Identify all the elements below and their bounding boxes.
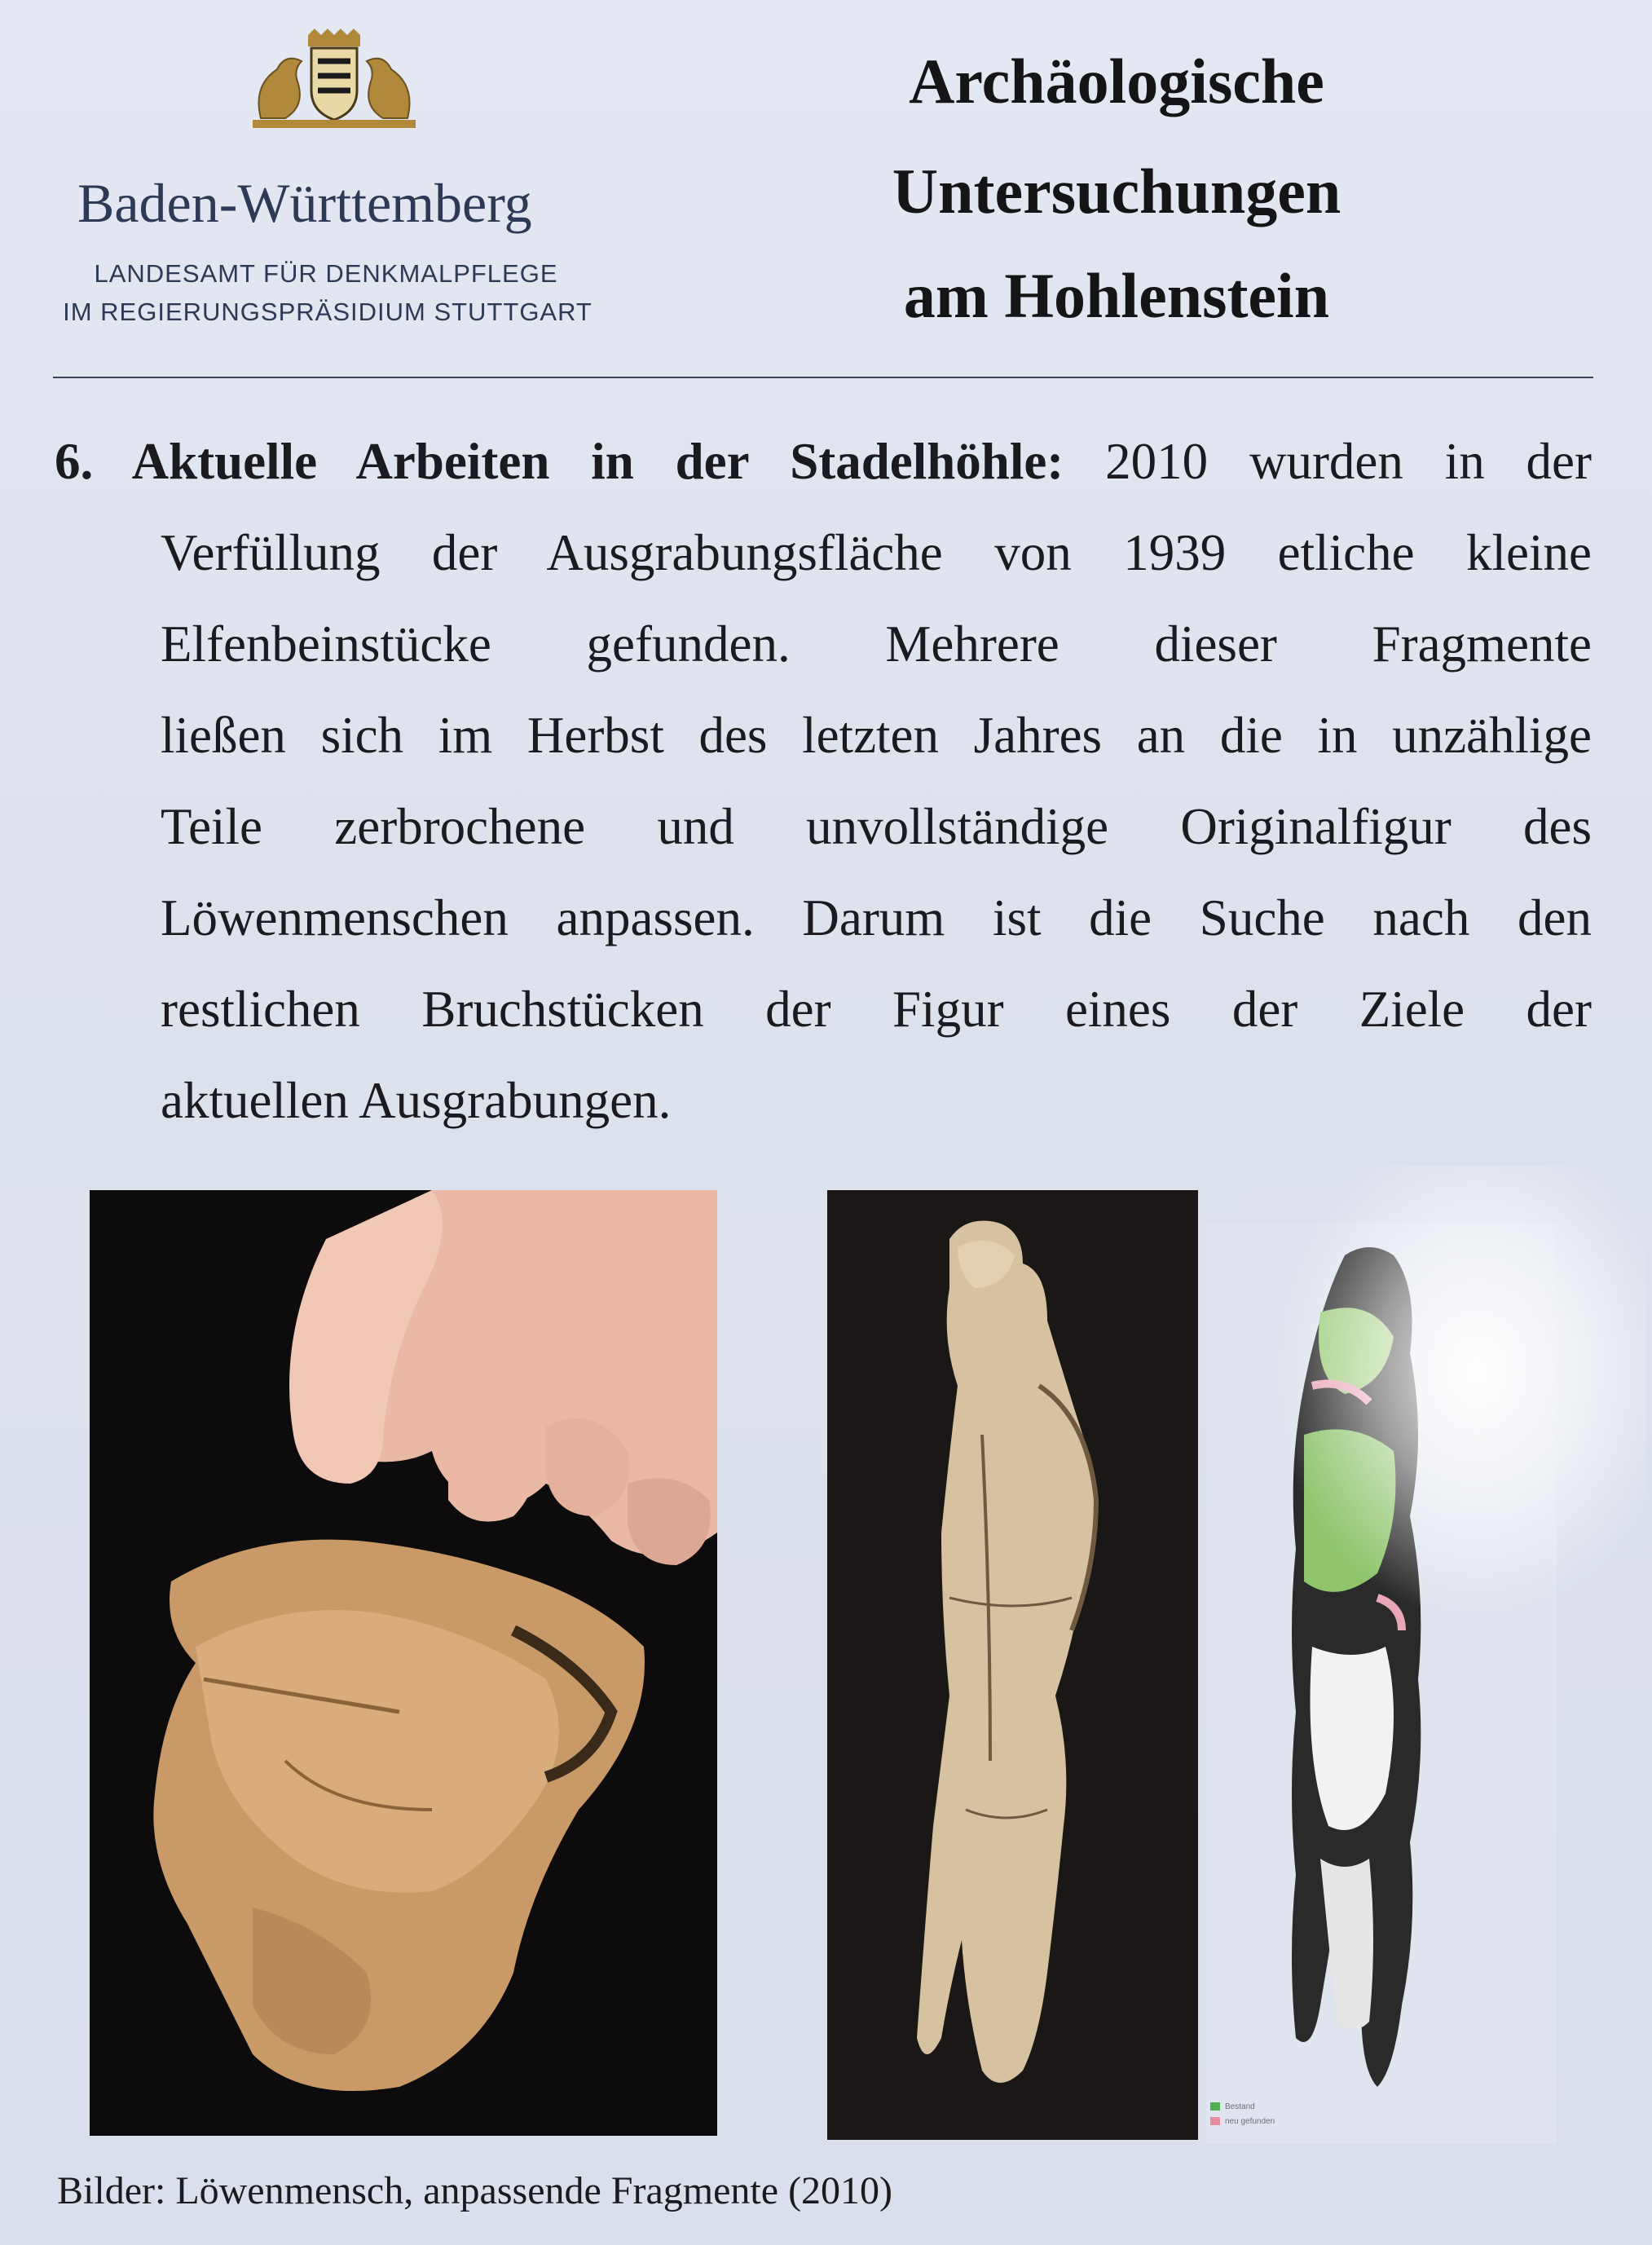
- image-caption: Bilder: Löwenmensch, anpassende Fragmente (2010): [57, 2169, 893, 2212]
- legend-item-existing: [1210, 2099, 1308, 2114]
- section-line-3: Elfenbeinstücke gefunden. Mehrere dieser Fragmente: [161, 615, 1592, 673]
- section-line-2: Verfüllung der Ausgrabungsfläche von 1939 etliche kleine: [161, 524, 1592, 581]
- fragment-map-diagram: [1206, 1223, 1557, 2144]
- department-line-2: IM REGIERUNGSPRÄSIDIUM STUTTGART: [63, 298, 593, 326]
- sign-title-line-3: am Hohlenstein: [903, 260, 1330, 331]
- section-line-6: Löwenmenschen anpassen. Darum ist die Suche nach den: [161, 889, 1592, 946]
- section-heading: 6. Aktuelle Arbeiten in der Stadelhöhle:: [55, 433, 1064, 490]
- sign-title-line-1: Archäologische: [909, 46, 1324, 117]
- header-divider: [53, 377, 1593, 378]
- section-first-line: [55, 416, 1592, 507]
- department-line-1: LANDESAMT FÜR DENKMALPFLEGE: [94, 259, 558, 288]
- section-line-8: aktuellen Ausgrabungen.: [161, 1072, 672, 1129]
- photo-hand-with-fragments: [90, 1190, 717, 2136]
- legend-swatch-green: [1210, 2102, 1220, 2110]
- section-body: [161, 507, 1592, 1146]
- organization-name: Baden-Württemberg: [77, 172, 532, 234]
- sign-title-line-2: Untersuchungen: [892, 156, 1341, 227]
- section-line-5: Teile zerbrochene und unvollständige Originalfigur des: [161, 798, 1592, 855]
- section-line-4: ließen sich im Herbst des letzten Jahres an die in unzählige: [161, 707, 1592, 764]
- map-legend: [1210, 2099, 1308, 2132]
- coat-of-arms-icon: [236, 29, 432, 135]
- legend-label-new: neu gefunden: [1225, 2116, 1275, 2126]
- legend-swatch-pink: [1210, 2117, 1220, 2125]
- legend-item-new: [1210, 2114, 1308, 2128]
- section-line-7: restlichen Bruchstücken der Figur eines der Ziele der: [161, 981, 1592, 1038]
- section-line-1: 2010 wurden in der: [1105, 433, 1592, 490]
- legend-label-existing: Bestand: [1225, 2102, 1255, 2111]
- photo-lion-man-figure: [827, 1190, 1198, 2140]
